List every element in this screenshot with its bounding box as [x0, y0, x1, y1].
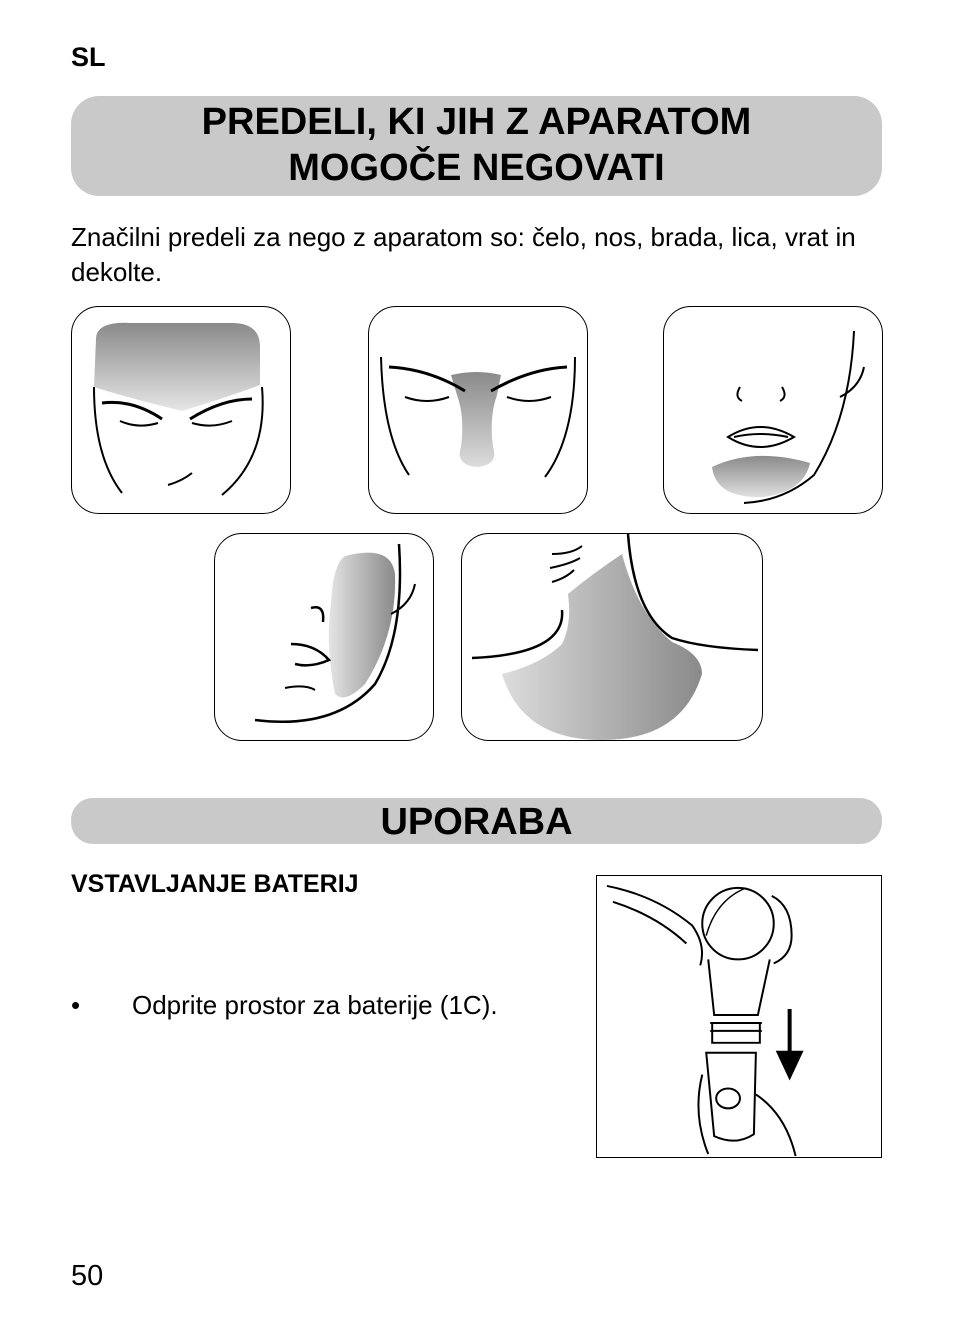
subheading-battery-insertion: VSTAVLJANJE BATERIJ — [71, 870, 359, 898]
cheek-area-icon — [215, 534, 433, 740]
battery-compartment-illustration — [596, 875, 882, 1158]
chin-area-icon — [664, 307, 882, 513]
forehead-illustration — [71, 306, 291, 514]
neck-decollete-illustration — [461, 533, 763, 741]
page-number: 50 — [71, 1260, 104, 1292]
intro-paragraph: Značilni predeli za nego z aparatom so: čelo, nos, brada, lica, vrat in dekolte. — [71, 222, 856, 287]
open-battery-compartment-icon — [597, 876, 881, 1157]
bullet-symbol: • — [71, 990, 81, 1020]
section-title-usage: UPORABA — [71, 798, 882, 844]
cheek-illustration — [214, 533, 434, 741]
instruction-list-item — [71, 990, 498, 1021]
language-code: SL — [71, 42, 106, 72]
section-title-line-1: PREDELI, KI JIH Z APARATOM — [201, 101, 752, 143]
forehead-area-icon — [72, 307, 290, 513]
nose-illustration — [368, 306, 588, 514]
neck-decollete-area-icon — [462, 534, 762, 740]
section-title-line-2: MOGOČE NEGOVATI — [288, 147, 665, 189]
instruction-text: Odprite prostor za baterije (1C). — [132, 990, 498, 1020]
nose-area-icon — [369, 307, 587, 513]
section-title-areas — [71, 96, 882, 196]
chin-illustration — [663, 306, 883, 514]
